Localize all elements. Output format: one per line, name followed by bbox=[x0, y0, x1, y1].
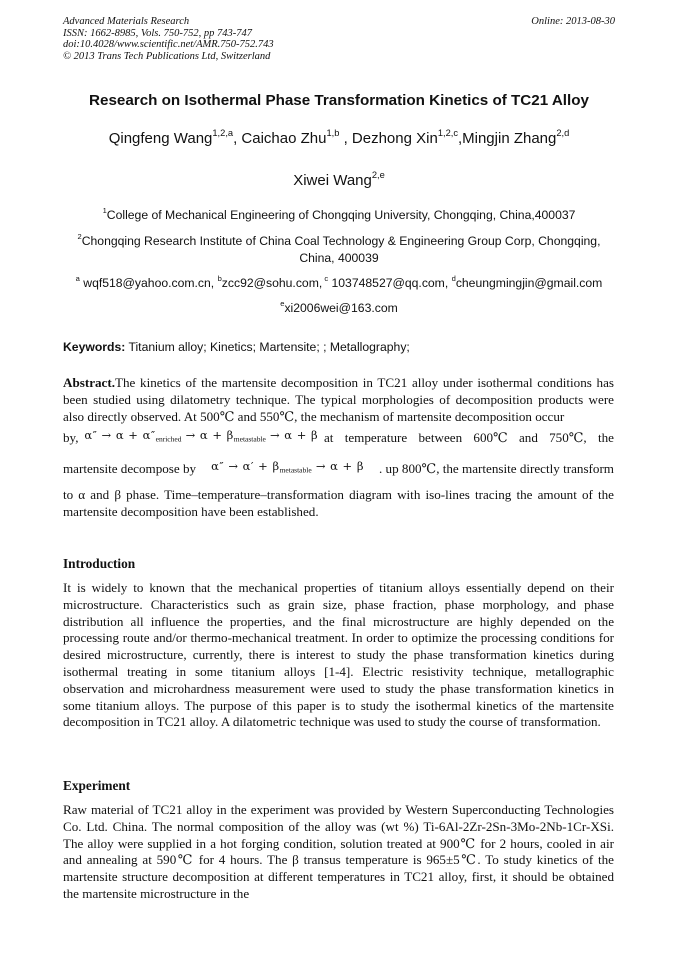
issn-line: ISSN: 1662-8985, Vols. 750-752, pp 743-747 bbox=[63, 27, 252, 39]
affiliation-sup: 1 bbox=[102, 206, 107, 216]
email-sup: e bbox=[280, 299, 285, 309]
email-line-1 bbox=[40, 275, 638, 292]
email-sup: b bbox=[217, 274, 222, 284]
author-line-1 bbox=[40, 130, 638, 147]
affiliation-sup: 2 bbox=[77, 232, 82, 242]
email-sup: c bbox=[322, 274, 329, 284]
affiliation-2 bbox=[60, 233, 618, 267]
section-heading-introduction: Introduction bbox=[63, 556, 136, 571]
author-name: , Caichao Zhu bbox=[233, 130, 327, 147]
author-sup: 2,d bbox=[556, 128, 570, 139]
author-name: ,Mingjin Zhang bbox=[457, 130, 557, 147]
author-sup: 1,2,a bbox=[212, 128, 234, 139]
email-address[interactable]: wqf518@yahoo.com.cn, bbox=[79, 276, 218, 290]
email-address[interactable]: cheungmingjin@gmail.com bbox=[455, 276, 603, 290]
email-line-2 bbox=[60, 300, 618, 317]
experiment-text bbox=[63, 802, 614, 903]
copyright-line: © 2013 Trans Tech Publications Ltd, Switzerland bbox=[63, 50, 271, 62]
abstract-text: at temperature between 600℃ and 750℃, the bbox=[323, 430, 614, 446]
abstract-para bbox=[63, 375, 614, 425]
body-paragraph: It is widely to known that the mechanical properties of titanium alloys essentially depend on their microstructure. Characteristics such as grain size, phase fraction, phase morphology, and phase distribution all influence the properties, and the final microstructure are highly depended on the processing route and/or thermo-mechanical treatment. In order to optimize the processing conditions for desired microstructure, currently, there is interest to study the phase transformation kinetics during isothermal treating in some titanium alloys [1-4]. Electric resistivity technique, metallographic observation and microhardness measurement were used to study the phase transformation kinetics in some titanium alloys. The purpose of this paper is to study the isothermal kinetics of the martensite decomposition in TC21 alloy. A dilatometric technique was used to study the course of transformation. bbox=[63, 580, 614, 730]
affiliation-text: College of Mechanical Engineering of Chongqing University, Chongqing, China,400037 bbox=[106, 208, 576, 222]
author-line-2 bbox=[40, 172, 638, 189]
email-sup: a bbox=[75, 274, 80, 284]
eq-part: α″ → α + α″ bbox=[84, 428, 156, 443]
equation-1 bbox=[84, 427, 318, 448]
online-date: Online: 2013-08-30 bbox=[531, 16, 615, 27]
author-sup: 1,2,c bbox=[437, 128, 458, 139]
eq-part: α″ → α′ + β bbox=[211, 459, 280, 474]
body-paragraph: Raw material of TC21 alloy in the experiment was provided by Western Superconducting Technologies Co. Ltd. China. The normal composition of the alloy was (wt %) Ti-6Al-2Zr-2Sn-3Mo-2Nb-1Cr-XSi. The alloy were supplied in a hot forging condition, solution treated at 900℃ for 2 hours, cooled in air and annealing at 590℃ for 4 hours. The β transus temperature is 965±5℃. To study kinetics of the martensite structure decomposition at different temperatures in TC21 alloy, first, it should be obtained the martensite microstructure in the bbox=[63, 802, 614, 901]
email-address[interactable]: 103748527@qq.com, bbox=[328, 276, 452, 290]
doi-line[interactable]: doi:10.4028/www.scientific.net/AMR.750-752.743 bbox=[63, 39, 274, 51]
eq-sub: enriched bbox=[155, 434, 182, 444]
journal-header bbox=[63, 16, 615, 62]
author-sup: 1,b bbox=[326, 128, 340, 139]
eq-sub: metastable bbox=[233, 434, 266, 444]
keywords-label: Keywords: bbox=[63, 340, 126, 354]
journal-name: Advanced Materials Research bbox=[63, 16, 190, 27]
section-heading-experiment: Experiment bbox=[63, 778, 131, 793]
keywords bbox=[63, 340, 615, 354]
introduction-text bbox=[63, 580, 614, 731]
affiliation-1 bbox=[60, 207, 618, 224]
email-address[interactable]: zcc92@sohu.com, bbox=[221, 276, 323, 290]
abstract-eq-line-2 bbox=[63, 461, 614, 482]
equation-2 bbox=[211, 458, 364, 479]
eq-part: → α + β bbox=[311, 459, 364, 474]
abstract-eq-line-1 bbox=[63, 430, 614, 451]
email-address[interactable]: xi2006wei@163.com bbox=[284, 301, 398, 315]
abstract bbox=[63, 375, 614, 521]
author-name: Qingfeng Wang bbox=[108, 130, 213, 147]
email-sup: d bbox=[451, 274, 456, 284]
abstract-text: . up 800℃, the martensite directly transform bbox=[379, 461, 614, 477]
affiliation-text: Chongqing Research Institute of China Coal Technology & Engineering Group Corp, Chongqing, China, 400039 bbox=[81, 234, 601, 265]
author-name: , Dezhong Xin bbox=[339, 130, 438, 147]
keywords-text: Titanium alloy; Kinetics; Martensite; ; Metallography; bbox=[125, 340, 410, 354]
eq-part: → α + β bbox=[181, 428, 234, 443]
abstract-text: by, bbox=[63, 430, 79, 446]
eq-part: → α + β bbox=[265, 428, 319, 443]
eq-sub: metastable bbox=[279, 465, 312, 475]
abstract-text: to α and β phase. Time–temperature–transformation diagram with iso-lines tracing the amount of the martensite decomposition have been established. bbox=[63, 487, 614, 520]
author-name: Xiwei Wang bbox=[293, 172, 372, 189]
abstract-label: Abstract. bbox=[63, 375, 115, 390]
abstract-text: The kinetics of the martensite decomposition in TC21 alloy under isothermal conditions has been studied using dilatometry technique. The typical morphologies of decomposition products were also directly observed. At 500℃ and 550℃, the mechanism of martensite decomposition occur bbox=[63, 375, 614, 424]
paper-title: Research on Isothermal Phase Transformation Kinetics of TC21 Alloy bbox=[89, 92, 589, 109]
abstract-text: martensite decompose by bbox=[63, 461, 197, 477]
author-sup: 2,e bbox=[371, 170, 385, 181]
